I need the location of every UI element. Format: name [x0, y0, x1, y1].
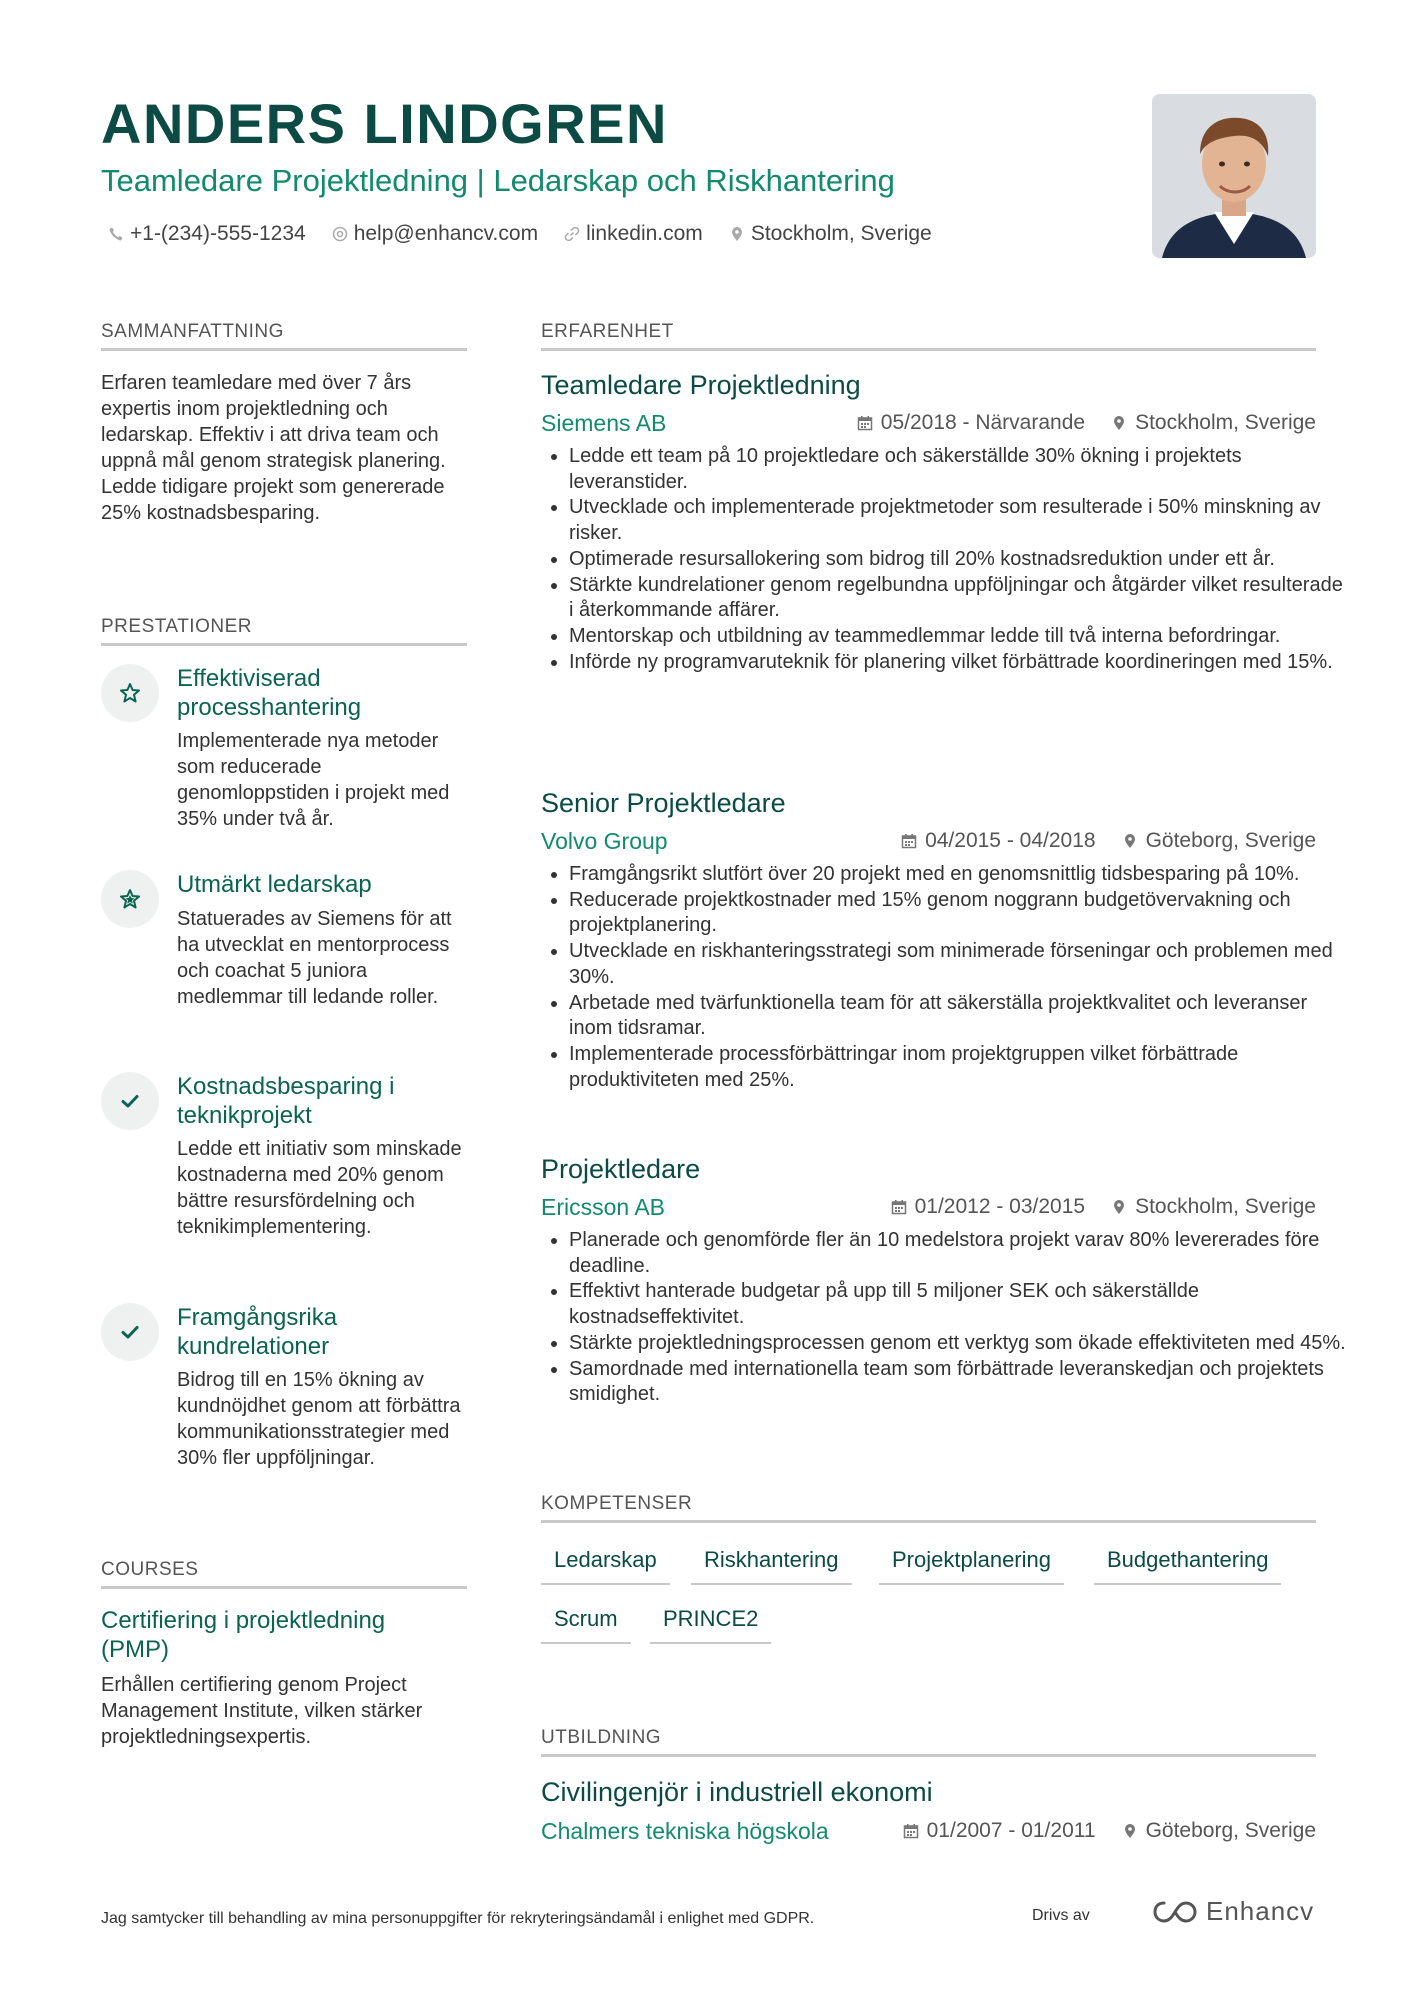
job-location — [1111, 409, 1316, 437]
location-pin-icon — [729, 226, 745, 242]
enhancv-logo-text: Enhancv — [1206, 1896, 1315, 1926]
achievement-title: Utmärkt ledarskap — [177, 871, 372, 898]
job-bullet: • Implementerade processförbättringar inom projektgruppen vilket förbättrade produktiviteten med 25%. — [569, 1042, 1349, 1093]
profile-photo-illustration — [1152, 94, 1316, 258]
location-text: Stockholm, Sverige — [750, 222, 932, 245]
education-heading: UTBILDNING — [541, 1726, 1316, 1757]
job-bullets — [541, 444, 1349, 675]
phone-text: +1-(234)-555-1234 — [130, 222, 306, 245]
company-name: Ericsson AB — [541, 1194, 665, 1220]
education-meta — [903, 1817, 1316, 1845]
job-bullet: • Reducerade projektkostnader med 15% genom noggrann budgetövervakning och projektplanering. — [569, 888, 1349, 939]
calendar-icon — [901, 833, 917, 849]
job-dates: 04/2015 - 04/2018 — [925, 829, 1096, 852]
skill-tag: Ledarskap — [541, 1545, 670, 1585]
job-dates: 05/2018 - Närvarande — [880, 411, 1086, 434]
star-outline-icon — [118, 681, 142, 705]
location-pin-icon — [1122, 833, 1138, 849]
calendar-icon — [857, 415, 873, 431]
achievement-icon-badge — [101, 1303, 159, 1361]
summary-heading: SAMMANFATTNING — [101, 320, 467, 351]
degree-title: Civilingenjör i industriell ekonomi — [541, 1777, 933, 1807]
email-text: help@enhancv.com — [353, 222, 539, 245]
gdpr-consent: Jag samtycker till behandling av mina personuppgifter för rekryteringsändamål i enlighet med GDPR. — [101, 1910, 815, 1927]
job-location — [1111, 1193, 1316, 1221]
job-bullet: • Ledde ett team på 10 projektledare och säkerställde 30% ökning i projektets leveranstider. — [569, 444, 1349, 495]
skill-tag: Scrum — [541, 1604, 631, 1644]
job-bullet: • Stärkte projektledningsprocessen genom ett verktyg som ökade effektiviteten med 45%. — [569, 1331, 1349, 1357]
course-description: Erhållen certifiering genom Project Management Institute, vilken stärker projektledningsexpertis. — [101, 1674, 423, 1748]
contact-location — [729, 220, 932, 248]
contact-bar — [108, 220, 958, 248]
job-meta — [901, 827, 1316, 855]
candidate-name: ANDERS LINDGREN — [101, 92, 668, 155]
candidate-title: Teamledare Projektledning | Ledarskap och Riskhantering — [101, 163, 895, 198]
check-icon — [118, 1089, 142, 1113]
at-icon — [332, 226, 348, 242]
achievement-description: Implementerade nya metoder som reducerade genomloppstiden i projekt med 35% under två år. — [177, 730, 450, 830]
star-filled-icon — [118, 887, 142, 911]
job-location — [1122, 827, 1316, 855]
location-pin-icon — [1122, 1823, 1138, 1839]
skill-tag: PRINCE2 — [650, 1604, 771, 1644]
school-name: Chalmers tekniska högskola — [541, 1818, 829, 1844]
job-bullet: • Framgångsrikt slutfört över 20 projekt med en genomsnittlig tidsbesparing på 10%. — [569, 862, 1349, 888]
job-meta — [891, 1193, 1316, 1221]
skills-heading: KOMPETENSER — [541, 1492, 1316, 1523]
job-location-text: Stockholm, Sverige — [1135, 1195, 1316, 1218]
profile-photo — [1152, 94, 1316, 258]
calendar-icon — [891, 1199, 907, 1215]
achievements-heading: PRESTATIONER — [101, 615, 467, 646]
contact-linkedin[interactable] — [564, 220, 703, 248]
course-title: Certifiering i projektledning (PMP) — [101, 1607, 386, 1663]
calendar-icon — [903, 1823, 919, 1839]
achievement-description: Bidrog till en 15% ökning av kundnöjdhet genom att förbättra kommunikationsstrategier med 30% fler uppföljningar. — [177, 1369, 461, 1469]
location-pin-icon — [1111, 1199, 1127, 1215]
job-dates: 01/2012 - 03/2015 — [914, 1195, 1086, 1218]
check-icon — [118, 1320, 142, 1344]
job-title: Teamledare Projektledning — [541, 370, 861, 400]
education-location — [1122, 1817, 1316, 1845]
contact-email[interactable] — [332, 220, 538, 248]
achievement-icon-badge — [101, 1072, 159, 1130]
job-bullet: • Effektivt hanterade budgetar på upp till 5 miljoner SEK och säkerställde kostnadseffektivitet. — [569, 1279, 1349, 1330]
achievement-icon-badge — [101, 664, 159, 722]
job-bullet: • Optimerade resursallokering som bidrog till 20% kostnadsreduktion under ett år. — [569, 547, 1349, 573]
achievement-icon-badge — [101, 870, 159, 928]
experience-heading: ERFARENHET — [541, 320, 1316, 351]
achievement-title: Effektiviserad processhantering — [177, 665, 362, 721]
job-title: Projektledare — [541, 1154, 701, 1184]
achievement-title: Framgångsrika kundrelationer — [177, 1304, 338, 1360]
contact-phone[interactable] — [108, 220, 306, 248]
achievement-title: Kostnadsbesparing i teknikprojekt — [177, 1073, 395, 1129]
location-pin-icon — [1111, 415, 1127, 431]
job-bullet: • Samordnade med internationella team som förbättrade leveranskedjan och projektets smidighet. — [569, 1357, 1349, 1408]
company-name: Siemens AB — [541, 410, 667, 436]
education-location-text: Göteborg, Sverige — [1145, 1819, 1316, 1842]
job-bullet: • Utvecklade en riskhanteringsstrategi som minimerade förseningar och problemen med 30%. — [569, 939, 1349, 990]
job-bullet: • Mentorskap och utbildning av teammedlemmar ledde till två interna befordringar. — [569, 624, 1349, 650]
job-bullet: • Stärkte kundrelationer genom regelbundna uppföljningar och åtgärder vilket resulterade i återkommande affärer. — [569, 573, 1349, 624]
job-bullet: • Planerade och genomförde fler än 10 medelstora projekt varav 80% levererades före deadline. — [569, 1228, 1349, 1279]
job-location-text: Göteborg, Sverige — [1145, 829, 1316, 852]
skill-tag: Riskhantering — [691, 1545, 852, 1585]
courses-heading: COURSES — [101, 1558, 467, 1589]
education-dates: 01/2007 - 01/2011 — [926, 1819, 1096, 1842]
summary-text: Erfaren teamledare med över 7 års expertis inom projektledning och ledarskap. Effektiv i att driva team och uppnå mål genom strategisk planering. Ledde tidigare projekt som genererade 25% kostnadsbesparing. — [101, 372, 446, 524]
job-meta — [857, 409, 1316, 437]
enhancv-logo[interactable] — [1152, 1896, 1314, 1927]
powered-by-label: Drivs av — [1032, 1907, 1090, 1924]
company-name: Volvo Group — [541, 828, 668, 854]
job-bullet: • Arbetade med tvärfunktionella team för att säkerställa projektkvalitet och leveranser inom tidsramar. — [569, 991, 1349, 1042]
achievement-description: Ledde ett initiativ som minskade kostnaderna med 20% genom bättre resursfördelning och teknikimplementering. — [177, 1138, 462, 1238]
job-bullet: • Utvecklade och implementerade projektmetoder som resulterade i 50% minskning av risker. — [569, 495, 1349, 546]
link-icon — [564, 226, 580, 242]
linkedin-text: linkedin.com — [586, 222, 703, 245]
job-location-text: Stockholm, Sverige — [1135, 411, 1316, 434]
phone-icon — [108, 226, 124, 242]
enhancv-logo-icon — [1152, 1899, 1198, 1925]
job-bullets — [541, 1228, 1349, 1408]
skill-tag: Projektplanering — [879, 1545, 1064, 1585]
job-title: Senior Projektledare — [541, 788, 786, 818]
achievement-description: Statuerades av Siemens för att ha utvecklat en mentorprocess och coachat 5 juniora medlemmar till ledande roller. — [177, 908, 452, 1008]
job-bullets — [541, 862, 1349, 1093]
skill-tag: Budgethantering — [1094, 1545, 1281, 1585]
job-bullet: • Införde ny programvaruteknik för planering vilket förbättrade koordineringen med 15%. — [569, 650, 1349, 676]
